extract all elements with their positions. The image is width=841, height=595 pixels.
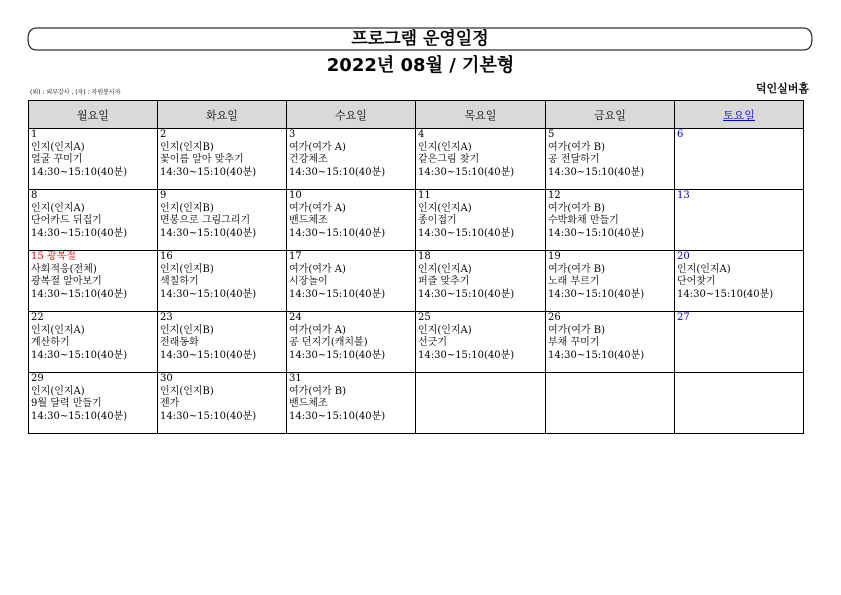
day-cell	[416, 129, 546, 190]
program-category: 인지(인지A)	[677, 263, 731, 275]
day-number: 6	[677, 129, 684, 140]
program-time: 14:30~15:10(40분)	[418, 349, 515, 361]
program-time: 14:30~15:10(40분)	[160, 227, 257, 239]
program-time: 14:30~15:10(40분)	[289, 410, 386, 422]
program-activity: 색칠하기	[160, 276, 199, 287]
organization-name: 덕인실버홈	[755, 82, 809, 95]
day-cell	[675, 190, 804, 251]
program-activity: 단어찾기	[677, 276, 716, 287]
program-category: 여가(여가 B)	[548, 263, 605, 275]
day-number: 15 광복절	[31, 251, 76, 262]
program-activity: 같은그림 찾기	[418, 154, 480, 165]
day-number: 24	[289, 312, 302, 323]
day-cell	[29, 251, 158, 312]
program-time: 14:30~15:10(40분)	[548, 288, 645, 300]
week-row	[29, 251, 804, 312]
day-number: 10	[289, 190, 302, 201]
day-cell	[287, 190, 416, 251]
day-cell	[675, 373, 804, 434]
day-cell	[158, 190, 287, 251]
program-category: 여가(여가 A)	[289, 263, 346, 275]
day-number: 11	[418, 190, 431, 201]
weekday-header-row	[29, 101, 804, 129]
day-number: 2	[160, 129, 167, 140]
day-number: 26	[548, 312, 561, 323]
day-cell	[287, 373, 416, 434]
program-activity: 광복절 알아보기	[31, 276, 102, 287]
day-number: 30	[160, 373, 173, 384]
program-time: 14:30~15:10(40분)	[289, 288, 386, 300]
day-number: 22	[31, 312, 44, 323]
program-category: 인지(인지B)	[160, 202, 214, 214]
weekday-header: 토요일	[675, 101, 804, 129]
day-number: 29	[31, 373, 44, 384]
program-activity: 부채 꾸미기	[548, 337, 600, 348]
program-activity: 노래 부르기	[548, 276, 600, 287]
program-activity: 9월 달력 만들기	[31, 398, 102, 409]
day-cell	[546, 190, 675, 251]
day-cell	[287, 312, 416, 373]
program-activity: 퍼즐 맞추기	[418, 276, 470, 287]
day-number: 5	[548, 129, 555, 140]
weekday-header: 목요일	[416, 101, 546, 129]
program-activity: 건강체조	[289, 154, 328, 165]
program-activity: 전래동화	[160, 337, 199, 348]
week-row	[29, 373, 804, 434]
program-activity: 공 전달하기	[548, 154, 600, 165]
program-category: 인지(인지A)	[418, 263, 472, 275]
day-number: 23	[160, 312, 173, 323]
program-activity: 단어카드 뒤집기	[31, 215, 102, 226]
program-activity: 시장놀이	[289, 276, 328, 287]
day-cell	[675, 312, 804, 373]
day-cell	[546, 251, 675, 312]
day-cell	[29, 312, 158, 373]
program-category: 인지(인지B)	[160, 141, 214, 153]
week-row	[29, 190, 804, 251]
day-number: 20	[677, 251, 690, 262]
program-time: 14:30~15:10(40분)	[160, 349, 257, 361]
program-time: 14:30~15:10(40분)	[160, 410, 257, 422]
day-number: 16	[160, 251, 173, 262]
program-category: 여가(여가 A)	[289, 324, 346, 336]
program-activity: 꽃이름 알아 맞추기	[160, 154, 244, 165]
program-activity: 젠가	[160, 398, 180, 409]
day-cell	[546, 129, 675, 190]
day-cell	[29, 129, 158, 190]
week-row	[29, 129, 804, 190]
day-cell	[546, 312, 675, 373]
day-number: 8	[31, 190, 38, 201]
program-category: 인지(인지B)	[160, 263, 214, 275]
day-number: 13	[677, 190, 690, 201]
program-time: 14:30~15:10(40분)	[418, 166, 515, 178]
program-category: 인지(인지B)	[160, 385, 214, 397]
program-category: 여가(여가 B)	[548, 202, 605, 214]
day-cell	[158, 373, 287, 434]
day-cell	[287, 129, 416, 190]
program-time: 14:30~15:10(40분)	[548, 227, 645, 239]
program-time: 14:30~15:10(40분)	[31, 166, 128, 178]
day-cell	[546, 373, 675, 434]
program-category: 인지(인지B)	[160, 324, 214, 336]
day-cell	[675, 251, 804, 312]
program-category: 사회적응(전체)	[31, 263, 97, 275]
weekday-header: 화요일	[158, 101, 287, 129]
program-activity: 선긋기	[418, 337, 447, 348]
weekday-header: 수요일	[287, 101, 416, 129]
legend-note: (외) : 외부강사 , (자) : 자원봉사자	[30, 89, 121, 96]
day-number: 3	[289, 129, 296, 140]
program-time: 14:30~15:10(40분)	[289, 349, 386, 361]
program-category: 인지(인지A)	[31, 324, 85, 336]
program-time: 14:30~15:10(40분)	[418, 227, 515, 239]
day-cell	[29, 373, 158, 434]
program-category: 인지(인지A)	[418, 202, 472, 214]
program-time: 14:30~15:10(40분)	[160, 288, 257, 300]
day-number: 12	[548, 190, 561, 201]
program-category: 인지(인지A)	[31, 202, 85, 214]
program-category: 여가(여가 B)	[548, 141, 605, 153]
program-time: 14:30~15:10(40분)	[31, 349, 128, 361]
schedule-table	[28, 100, 804, 434]
program-time: 14:30~15:10(40분)	[289, 227, 386, 239]
day-number: 27	[677, 312, 690, 323]
day-number: 4	[418, 129, 425, 140]
weekday-header: 월요일	[29, 101, 158, 129]
program-time: 14:30~15:10(40분)	[677, 288, 774, 300]
program-category: 여가(여가 B)	[289, 385, 346, 397]
week-row	[29, 312, 804, 373]
day-cell	[416, 190, 546, 251]
page-title: 프로그램 운영일정	[351, 29, 489, 49]
day-cell	[416, 312, 546, 373]
program-activity: 밴드체조	[289, 215, 328, 226]
page-subtitle: 2022년 08월 / 기본형	[326, 55, 515, 76]
program-time: 14:30~15:10(40분)	[548, 166, 645, 178]
program-category: 인지(인지A)	[418, 141, 472, 153]
program-activity: 공 던지기(캐치볼)	[289, 337, 368, 348]
day-cell	[158, 312, 287, 373]
day-number: 31	[289, 373, 302, 384]
weekday-header: 금요일	[546, 101, 675, 129]
program-activity: 종이접기	[418, 215, 457, 226]
program-activity: 밴드체조	[289, 398, 328, 409]
program-activity: 수박화채 만들기	[548, 215, 619, 226]
day-number: 25	[418, 312, 431, 323]
program-time: 14:30~15:10(40분)	[31, 410, 128, 422]
day-cell	[158, 251, 287, 312]
day-number: 18	[418, 251, 431, 262]
day-cell	[416, 251, 546, 312]
day-cell	[29, 190, 158, 251]
program-time: 14:30~15:10(40분)	[31, 288, 128, 300]
program-category: 여가(여가 A)	[289, 141, 346, 153]
title-bar	[27, 27, 813, 51]
day-number: 19	[548, 251, 561, 262]
day-cell	[158, 129, 287, 190]
program-time: 14:30~15:10(40분)	[418, 288, 515, 300]
program-category: 여가(여가 A)	[289, 202, 346, 214]
program-time: 14:30~15:10(40분)	[160, 166, 257, 178]
program-category: 여가(여가 B)	[548, 324, 605, 336]
day-number: 17	[289, 251, 302, 262]
day-number: 9	[160, 190, 167, 201]
program-category: 인지(인지A)	[31, 141, 85, 153]
program-category: 인지(인지A)	[418, 324, 472, 336]
day-number: 1	[31, 129, 38, 140]
day-cell	[675, 129, 804, 190]
program-time: 14:30~15:10(40분)	[31, 227, 128, 239]
day-cell	[287, 251, 416, 312]
program-time: 14:30~15:10(40분)	[289, 166, 386, 178]
program-activity: 면봉으로 그림그리기	[160, 215, 251, 226]
program-category: 인지(인지A)	[31, 385, 85, 397]
program-time: 14:30~15:10(40분)	[548, 349, 645, 361]
day-cell	[416, 373, 546, 434]
program-activity: 계산하기	[31, 337, 70, 348]
program-activity: 얼굴 꾸미기	[31, 154, 83, 165]
